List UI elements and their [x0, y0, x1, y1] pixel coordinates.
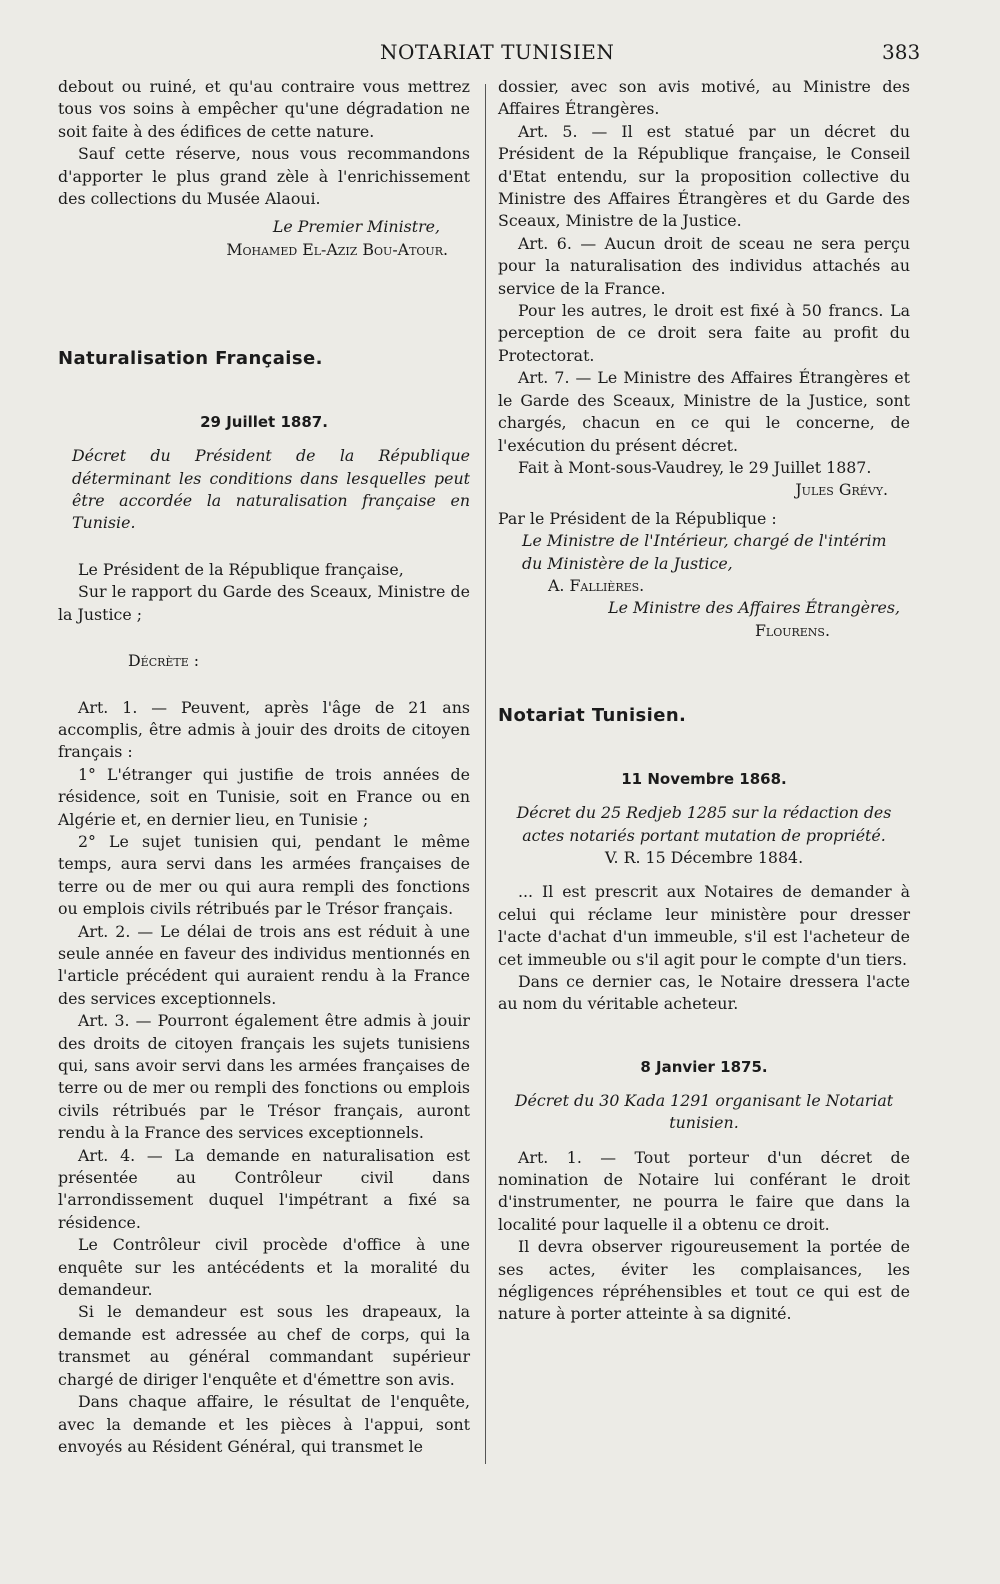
paragraph: debout ou ruiné, et qu'au contraire vous mettrez tous vos soins à empêcher qu'une dégradation ne soit faite à des édifices de cette nature.: [58, 77, 470, 141]
article: Art. 5. — Il est statué par un décret du Président de la République française, le Conseil d'Etat entendu, sur la proposition collective du Ministre des Affaires Étrangères et du Garde des Sceaux, Ministre de la Justice.: [498, 121, 910, 231]
running-header: [0, 40, 1000, 70]
decree-date: 29 Juillet 1887.: [200, 413, 328, 432]
paragraph: Dans ce dernier cas, le Notaire dressera l'acte au nom du véritable acheteur.: [498, 972, 910, 1014]
signer-title: Le Premier Ministre,: [272, 217, 440, 237]
left-column: [58, 76, 470, 1458]
column-divider: [485, 84, 486, 1464]
decree-title: Décret du 25 Redjeb 1285 sur la rédaction des actes notariés portant mutation de propriété.: [516, 803, 892, 845]
page-number: 383: [882, 40, 921, 64]
preamble-line: Sur le rapport du Garde des Sceaux, Ministre de la Justice ;: [58, 582, 470, 624]
minister-foreign-title: Le Ministre des Affaires Étrangères,: [608, 598, 900, 618]
signature-flourens: Flourens.: [754, 620, 830, 640]
article: Art. 1. — Peuvent, après l'âge de 21 ans accomplis, être admis à jouir des droits de citoyen français :: [58, 697, 470, 762]
signature-fallieres: A. Fallières.: [548, 575, 645, 595]
article: Art. 6. — Aucun droit de sceau ne sera perçu pour la naturalisation des individus attachés au service de la France.: [498, 233, 910, 298]
decree-reference: V. R. 15 Décembre 1884.: [604, 847, 804, 867]
section-title: Notariat Tunisien.: [498, 705, 687, 727]
signer-name: Mohamed El-Aziz Bou-Atour.: [226, 239, 448, 259]
decrete-heading: Décrète :: [128, 651, 200, 671]
decree-title: Décret du 30 Kada 1291 organisant le Notariat tunisien.: [514, 1090, 894, 1133]
paragraph: ... Il est prescrit aux Notaires de demander à celui qui réclame leur ministère pour dresser l'acte d'achat d'un immeuble, s'il est l'acheteur de cet immeuble ou s'il agit pour le compte d'un tiers.: [498, 882, 910, 969]
right-column: [498, 76, 910, 1326]
decree-date: 11 Novembre 1868.: [621, 770, 787, 789]
decree-place-date: Fait à Mont-sous-Vaudrey, le 29 Juillet 1887.: [518, 457, 872, 477]
signature-president: Jules Grévy.: [795, 480, 888, 500]
article: Art. 2. — Le délai de trois ans est réduit à une seule année en faveur des individus mentionnés en l'article précédent qui auraient rendu à la France des services exceptionnels.: [58, 921, 470, 1008]
article: Le Contrôleur civil procède d'office à une enquête sur les antécédents et la moralité du demandeur.: [58, 1235, 470, 1300]
paragraph: dossier, avec son avis motivé, au Ministre des Affaires Étrangères.: [498, 77, 910, 119]
preamble-line: Le Président de la République française,: [78, 559, 404, 579]
countersign-heading: Par le Président de la République :: [498, 508, 777, 528]
paragraph: Pour les autres, le droit est fixé à 50 francs. La perception de ce droit sera faite au profit du Protectorat.: [498, 301, 910, 365]
section-title: Naturalisation Française.: [58, 348, 323, 370]
article: Si le demandeur est sous les drapeaux, la demande est adressée au chef de corps, qui la transmet au général commandant supérieur chargé de diriger l'enquête et d'émettre son avis.: [58, 1302, 470, 1389]
article: Art. 7. — Le Ministre des Affaires Étrangères et le Garde des Sceaux, Ministre de la Justice, sont chargés, chacun en ce qui le concerne, de l'exécution du présent décret.: [498, 368, 910, 455]
article: 2° Le sujet tunisien qui, pendant le même temps, aura servi dans les armées françaises de terre ou de mer ou qui aura rempli des fonctions ou emplois civils rétribués par le Trésor français.: [58, 831, 470, 919]
paragraph: Il devra observer rigoureusement la portée de ses actes, éviter les complaisances, les négligences répréhensibles et tout ce qui est de nature à porter atteinte à sa dignité.: [498, 1237, 910, 1324]
minister-interior-title: Le Ministre de l'Intérieur, chargé de l'intérim du Ministère de la Justice,: [522, 531, 887, 573]
decree-title: Décret du Président de la République déterminant les conditions dans lesquelles peut être accordée la naturalisation française en Tunisie.: [72, 446, 470, 533]
article: Art. 4. — La demande en naturalisation est présentée au Contrôleur civil dans l'arrondissement duquel l'impétrant a fixé sa résidence.: [58, 1145, 470, 1232]
article: Dans chaque affaire, le résultat de l'enquête, avec la demande et les pièces à l'appui, sont envoyés au Résident Général, qui transmet le: [58, 1392, 470, 1456]
paragraph: Sauf cette réserve, nous vous recommandons d'apporter le plus grand zèle à l'enrichissement des collections du Musée Alaoui.: [58, 144, 470, 209]
article: 1° L'étranger qui justifie de trois années de résidence, soit en Tunisie, soit en France ou en Algérie et, en dernier lieu, en Tunisie ;: [58, 764, 470, 829]
article: Art. 3. — Pourront également être admis à jouir des droits de citoyen français les sujets tunisiens qui, sans avoir servi dans les armées françaises de terre ou de mer ou rempli des fonctions ou emplois civils rétribués par le Trésor français, auront rendu à la France des services exceptionnels.: [58, 1011, 470, 1143]
decree-date: 8 Janvier 1875.: [640, 1057, 768, 1076]
article: Art. 1. — Tout porteur d'un décret de nomination de Notaire lui conférant le droit d'instrumenter, ne pourra le faire que dans la localité pour laquelle il a obtenu ce droit.: [498, 1147, 910, 1234]
running-title: NOTARIAT TUNISIEN: [380, 40, 615, 64]
